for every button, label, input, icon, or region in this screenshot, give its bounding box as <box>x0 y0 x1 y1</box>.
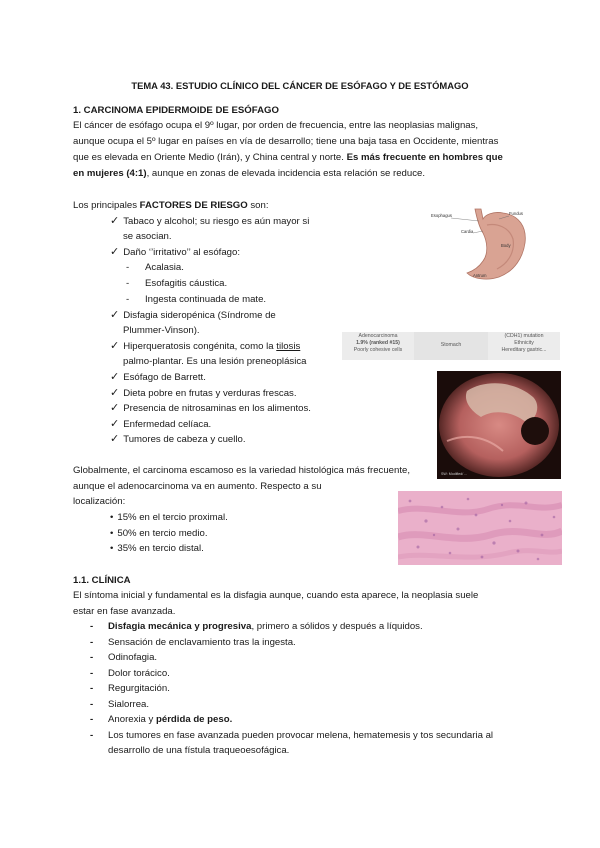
risk-item-4-text: Hiperqueratosis congénita, como la <box>123 341 277 352</box>
dash: - <box>90 730 94 741</box>
table-type-rank: 1.9% (ranked #15) <box>356 340 400 346</box>
dash: - <box>90 637 94 648</box>
global-line-2: aunque el adenocarcinoma va en aumento. Respecto a su <box>73 481 322 492</box>
label-antrum: Antrum <box>473 273 487 278</box>
symptom-8 <box>90 728 493 744</box>
symptom-7-text: Anorexia y <box>108 714 156 725</box>
endoscopy-caption: SW: Modified/ ... <box>441 472 468 476</box>
bullet: • <box>110 512 114 523</box>
location-item-2 <box>110 526 207 542</box>
symptom-7 <box>90 712 232 728</box>
check-icon: ✓ <box>110 417 120 430</box>
dash: - <box>90 668 94 679</box>
risk-sub-1-text: Acalasia. <box>145 262 184 273</box>
dash: - <box>90 699 94 710</box>
risk-item-7 <box>110 400 311 417</box>
section-heading-clinica: 1.1. CLÍNICA <box>73 575 131 586</box>
table-risk-1: (CDH1) mutation <box>504 333 544 339</box>
risk-item-9 <box>110 431 246 448</box>
risk-item-1 <box>110 213 309 230</box>
table-type-name: Adenocarcinoma <box>358 333 398 339</box>
risk-item-4 <box>110 338 300 355</box>
histology-illustration <box>398 491 562 565</box>
dash: - <box>126 294 130 305</box>
table-type-cells: Poorly cohesive cells <box>353 347 403 353</box>
label-body: Body <box>501 243 511 248</box>
risk-item-4-cont: palmo-plantar. Es una lesión preneoplásica <box>123 356 307 367</box>
location-item-1-text: 15% en el tercio proximal. <box>117 512 228 523</box>
risk-intro-b: FACTORES DE RIESGO <box>139 200 248 211</box>
endoscopy-photo <box>437 371 561 479</box>
risk-item-3-text: Disfagia sideropénica (Síndrome de <box>123 310 276 321</box>
intro-line-3-a: que es elevada en Oriente Medio (Irán), y China central y norte. <box>73 152 347 163</box>
symptom-8-text: Los tumores en fase avanzada pueden provocar melena, hematemesis y tos secundaria al <box>108 730 494 741</box>
section-heading-carcinoma: 1. CARCINOMA EPIDERMOIDE DE ESÓFAGO <box>73 105 279 116</box>
cancer-table-figure <box>342 332 560 360</box>
location-item-1 <box>110 510 228 526</box>
risk-sub-2-text: Esofagitis cáustica. <box>145 278 228 289</box>
symptom-3-text: Odinofagia. <box>108 652 158 663</box>
intro-line-4 <box>73 166 425 182</box>
check-icon: ✓ <box>110 214 120 227</box>
risk-item-8-text: Enfermedad celíaca. <box>123 419 212 430</box>
risk-item-9-text: Tumores de cabeza y cuello. <box>123 434 246 445</box>
page-title: TEMA 43. ESTUDIO CLÍNICO DEL CÁNCER DE ESÓFAGO Y DE ESTÓMAGO <box>131 80 469 91</box>
risk-sub-3-text: Ingesta continuada de mate. <box>145 294 267 305</box>
dash: - <box>90 621 94 632</box>
label-line <box>473 231 483 233</box>
dash: - <box>90 683 94 694</box>
bullet: • <box>110 528 114 539</box>
bullet: • <box>110 543 114 554</box>
clinica-line-2: estar en fase avanzada. <box>73 606 176 617</box>
intro-line-4-a: en mujeres (4:1) <box>73 168 147 179</box>
location-item-3-text: 35% en tercio distal. <box>117 543 204 554</box>
table-risk-2: Ethnicity <box>514 340 534 346</box>
table-cell-type <box>342 332 414 360</box>
symptom-8-cont: desarrollo de una fístula traqueoesofágica. <box>108 745 290 756</box>
risk-intro <box>73 198 269 214</box>
risk-sub-1 <box>126 260 184 276</box>
dash: - <box>90 714 94 725</box>
risk-item-3-cont: Plummer-Vinson). <box>123 325 200 336</box>
intro-line-3-b: Es más frecuente en hombres que <box>346 152 503 163</box>
risk-sub-3 <box>126 292 267 308</box>
symptom-1-text: , primero a sólidos y después a líquidos. <box>251 621 423 632</box>
label-cardia: Cardia <box>461 229 474 234</box>
table-cell-site: Stomach <box>440 342 462 348</box>
intro-line-3 <box>73 150 503 166</box>
symptom-2-text: Sensación de enclavamiento tras la ingesta. <box>108 637 296 648</box>
dash: - <box>126 278 130 289</box>
symptom-3 <box>90 650 157 666</box>
intro-line-2: aunque ocupa el 5º lugar en países en vía de desarrollo; tiene una baja tasa en Occidente, mientras <box>73 136 499 147</box>
check-icon: ✓ <box>110 370 120 383</box>
risk-item-2 <box>110 244 240 261</box>
risk-item-1-text: Tabaco y alcohol; su riesgo es aún mayor si <box>123 216 310 227</box>
stomach-shape <box>467 209 525 279</box>
risk-intro-a: Los principales <box>73 200 140 211</box>
location-item-2-text: 50% en tercio medio. <box>117 528 208 539</box>
risk-item-7-text: Presencia de nitrosaminas en los alimentos. <box>123 403 311 414</box>
symptom-5-text: Regurgitación. <box>108 683 170 694</box>
symptom-7-bold: pérdida de peso. <box>156 714 233 725</box>
clinica-line-1: El síntoma inicial y fundamental es la disfagia aunque, cuando esta aparece, la neoplasia suele <box>73 590 479 601</box>
risk-item-3 <box>110 307 276 324</box>
symptom-4 <box>90 666 170 682</box>
risk-item-6-text: Dieta pobre en frutas y verduras frescas. <box>123 388 297 399</box>
stomach-illustration <box>427 205 549 285</box>
endoscopy-illustration <box>437 371 561 479</box>
symptom-6 <box>90 697 149 713</box>
symptom-2 <box>90 635 296 651</box>
check-icon: ✓ <box>110 401 120 414</box>
check-icon: ✓ <box>110 432 120 445</box>
check-icon: ✓ <box>110 339 120 352</box>
dash: - <box>126 262 130 273</box>
symptom-4-text: Dolor torácico. <box>108 668 170 679</box>
check-icon: ✓ <box>110 308 120 321</box>
histology-image <box>398 491 562 565</box>
risk-item-4-link: tilosis <box>276 341 301 352</box>
dash: - <box>90 652 94 663</box>
symptom-5 <box>90 681 170 697</box>
symptom-1 <box>90 619 423 635</box>
lumen-opening <box>521 417 549 445</box>
stomach-anatomy-figure <box>427 205 549 285</box>
table-risk-3: Hereditary gastric... <box>501 347 547 353</box>
label-esophagus: Esophagus <box>431 213 452 218</box>
symptom-6-text: Sialorrea. <box>108 699 150 710</box>
check-icon: ✓ <box>110 386 120 399</box>
intro-line-1: El cáncer de esófago ocupa el 9º lugar, por orden de frecuencia, entre las neoplasias malignas, <box>73 120 479 131</box>
global-line-3: localización: <box>73 496 126 507</box>
risk-item-5 <box>110 369 206 386</box>
label-fundus: Fundus <box>509 211 523 216</box>
risk-sub-2 <box>126 276 228 292</box>
global-line-1: Globalmente, el carcinoma escamoso es la variedad histológica más frecuente, <box>73 465 411 476</box>
label-line <box>451 218 479 221</box>
risk-item-5-text: Esófago de Barrett. <box>123 372 206 383</box>
risk-item-2-text: Daño ‘’irritativo’’ al esófago: <box>123 247 241 258</box>
table-cell-risk <box>488 332 560 360</box>
intro-line-4-b: , aunque en zonas de elevada incidencia esta relación se reduce. <box>146 168 426 179</box>
check-icon: ✓ <box>110 245 120 258</box>
risk-intro-c: son: <box>247 200 269 211</box>
location-item-3 <box>110 541 204 557</box>
risk-item-1-cont: se asocian. <box>123 231 172 242</box>
symptom-1-bold: Disfagia mecánica y progresiva <box>108 621 252 632</box>
